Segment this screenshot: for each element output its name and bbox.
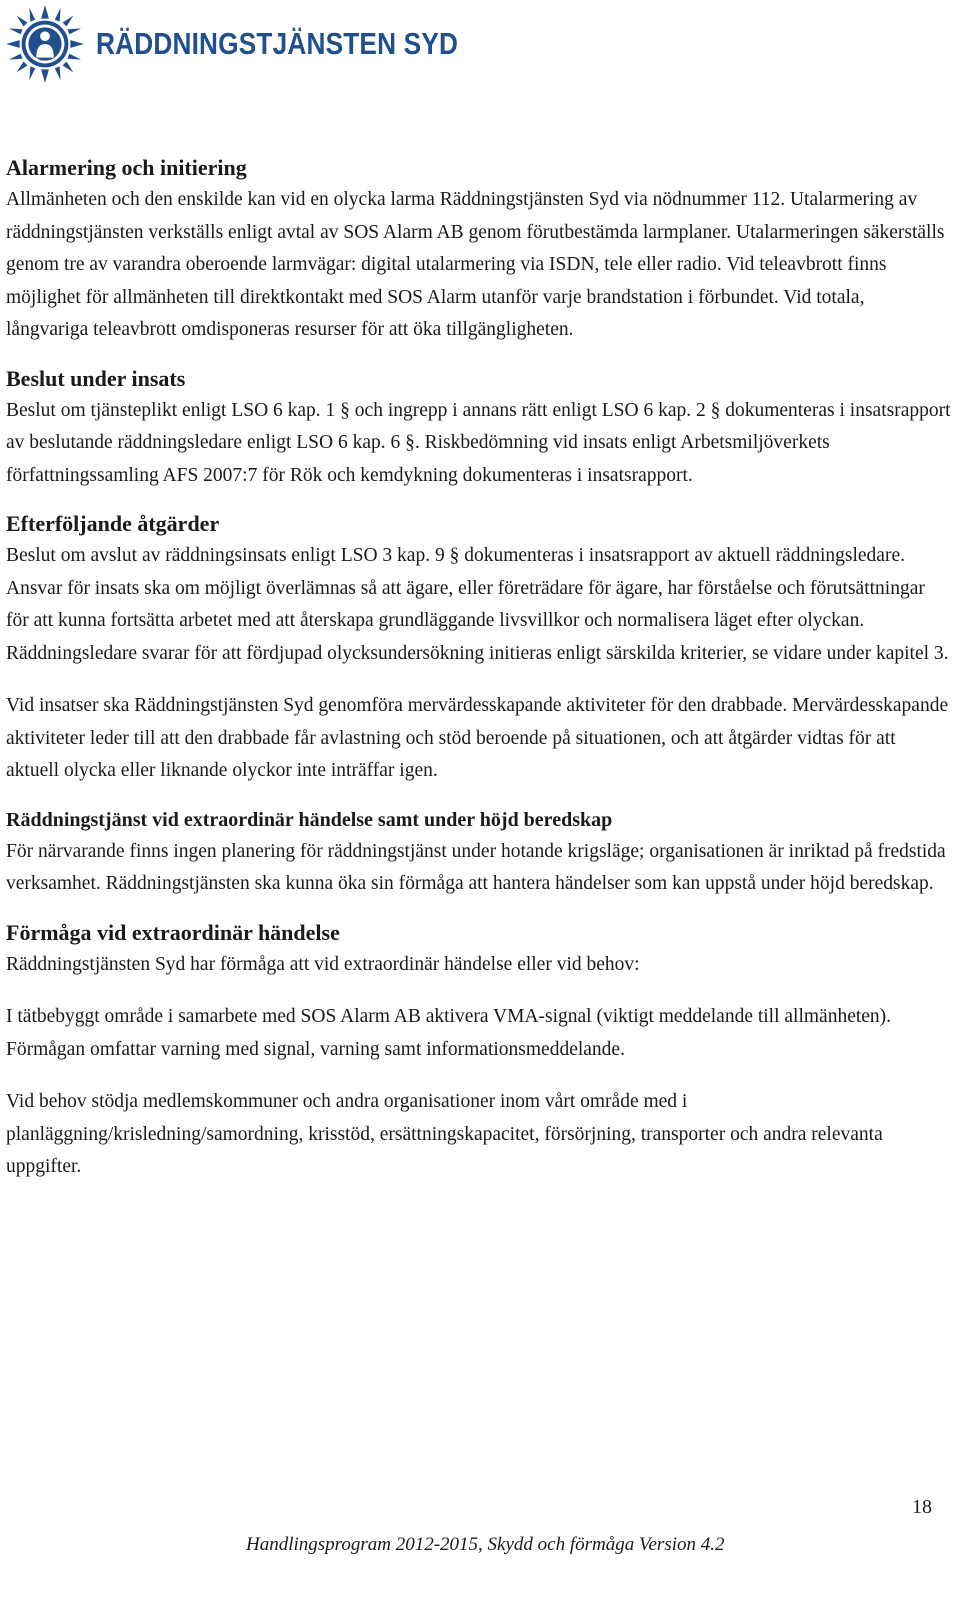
page-number: 18 bbox=[912, 1496, 932, 1518]
section-heading: Alarmering och initiering bbox=[6, 155, 247, 180]
section-beslut-under-insats bbox=[6, 363, 951, 493]
org-name: RÄDDNINGSTJÄNSTEN SYD bbox=[96, 26, 459, 61]
paragraph: Vid insatser ska Räddningstjänsten Syd genomföra mervärdesskapande aktiviteter för den drabbade. Mervärdesskapande aktiviteter leder till att den drabbade får avlastning och stöd beroende på situationen, och att åtgärder vidtas för att aktuell olycka eller liknande olyckor inte inträffar igen. bbox=[6, 695, 949, 781]
paragraph: Allmänheten och den enskilde kan vid en olycka larma Räddningstjänsten Syd via nödnummer 112. Utalarmering av räddningstjänsten verkställs enligt avtal av SOS Alarm AB genom förutbestämda larmplaner. Utalarmeringen säkerställs genom tre av varandra oberoende larmvägar: digital utalarmering via ISDN, tele eller radio. Vid teleavbrott finns möjlighet för allmänheten till direktkontakt med SOS Alarm utanför varje brandstation i förbundet. Vid totala, långvariga teleavbrott omdisponeras resurser för att öka tillgängligheten. bbox=[6, 189, 945, 340]
section-extraordinar-hojd-beredskap bbox=[6, 804, 951, 901]
org-logo bbox=[6, 4, 517, 84]
section-heading: Beslut under insats bbox=[6, 365, 186, 391]
page-footer: Handlingsprogram 2012-2015, Skydd och förmåga Version 4.2 bbox=[246, 1534, 725, 1555]
paragraph: Räddningstjänsten Syd har förmåga att vid extraordinär händelse eller vid behov: bbox=[6, 953, 640, 975]
paragraph: Beslut om tjänsteplikt enligt LSO 6 kap. 1 § och ingrepp i annans rätt enligt LSO 6 kap. 2 § dokumenteras i insatsrapport av beslutande räddningsledare enligt LSO 6 kap. 6 §. Riskbedömning vid insats enligt Arbetsmiljöverkets författningssamling AFS 2007:7 för Rök och kemdykning dokumenteras i insatsrapport. bbox=[6, 399, 951, 486]
section-efterfoljande-atgarder bbox=[6, 508, 951, 788]
section-heading: Förmåga vid extraordinär händelse bbox=[6, 919, 340, 945]
logo-emblem-icon bbox=[6, 4, 84, 84]
paragraph: För närvarande finns ingen planering för räddningstjänst under hotande krigsläge; organisationen är inriktad på fredstida verksamhet. Räddningstjänsten ska kunna öka sin förmåga att hantera händelser som kan uppstå under höjd beredskap. bbox=[6, 840, 946, 894]
section-heading: Räddningstjänst vid extraordinär händelse samt under höjd beredskap bbox=[6, 808, 613, 831]
section-formaga-extraordinar bbox=[6, 917, 951, 1184]
paragraph: I tätbebyggt område i samarbete med SOS Alarm AB aktivera VMA-signal (viktigt meddelande till allmänheten). Förmågan omfattar varning med signal, varning samt informationsmeddelande. bbox=[6, 1006, 892, 1060]
section-alarmering bbox=[6, 152, 951, 347]
paragraph: Beslut om avslut av räddningsinsats enligt LSO 3 kap. 9 § dokumenteras i insatsrapport av aktuell räddningsledare. Ansvar för insats ska om möjligt överlämnas så att ägare, eller företrädare för ägare, har förståelse och förutsättningar för att kunna fortsätta arbetet med att återskapa grundläggande livsvillkor och normalisera läget efter olyckan. Räddningsledare svarar för att fördjupad olycksundersökning initieras enligt särskilda kriterier, se vidare under kapitel 3. bbox=[6, 545, 949, 664]
section-heading: Efterföljande åtgärder bbox=[6, 511, 220, 536]
paragraph: Vid behov stödja medlemskommuner och andra organisationer inom vårt område med i planläggning/krisledning/samordning, krisstöd, ersättningskapacitet, försörjning, transporter och andra relevanta uppgifter. bbox=[6, 1091, 883, 1177]
document-body bbox=[6, 152, 951, 1184]
